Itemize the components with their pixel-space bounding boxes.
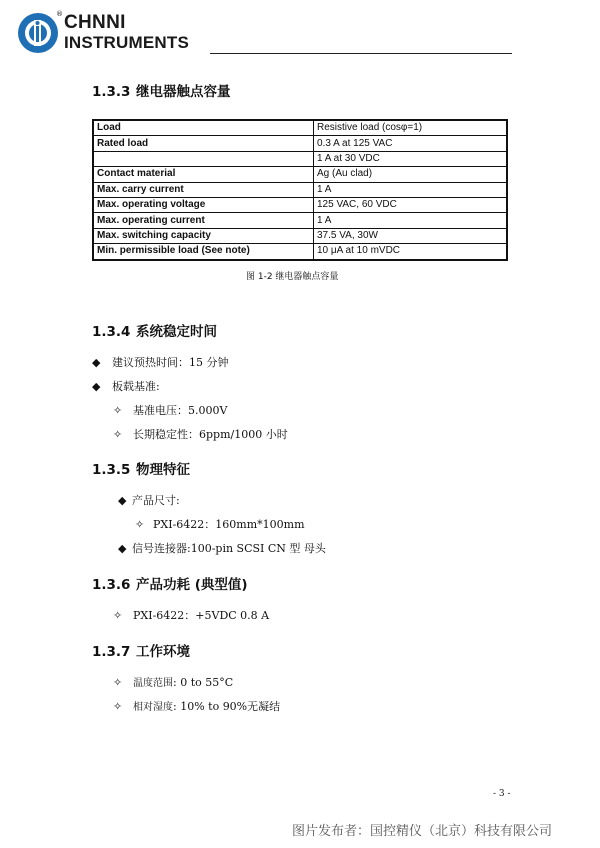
section-number: 1.3.6	[92, 577, 131, 593]
list-item	[113, 698, 280, 714]
section-heading-1-3-5	[92, 458, 190, 478]
table-value: Ag (Au clad)	[314, 167, 508, 182]
list-item	[92, 378, 160, 394]
open-star-bullet-icon: ✧	[135, 518, 145, 531]
table-row	[93, 213, 507, 228]
size-value-text: PXI-6422：160mm*100mm	[153, 518, 305, 531]
table-key: Load	[93, 120, 314, 136]
page-number: - 3 -	[493, 789, 511, 799]
section-heading-1-3-4	[92, 320, 217, 340]
section-heading-1-3-3	[92, 80, 231, 100]
list-item	[118, 492, 180, 508]
table-value: 1 A at 30 VDC	[314, 151, 508, 166]
section-number: 1.3.7	[92, 644, 131, 660]
table-key: Max. operating voltage	[93, 197, 314, 212]
section-heading-1-3-6	[92, 573, 248, 593]
section-number: 1.3.3	[92, 84, 131, 100]
registered-mark: ®	[56, 10, 63, 18]
reference-voltage-text: 基准电压：5.000V	[133, 404, 228, 417]
list-item	[135, 516, 305, 532]
table-row	[93, 182, 507, 197]
temperature-label: 温度范围	[133, 678, 173, 689]
section-title: 系统稳定时间	[136, 324, 217, 340]
table-key: Min. permissible load (See note)	[93, 244, 314, 260]
table-row	[93, 197, 507, 212]
power-text: PXI-6422：+5VDC 0.8 A	[133, 609, 270, 622]
board-reference-text: 板载基准:	[112, 380, 160, 393]
table-row	[93, 167, 507, 182]
diamond-bullet-icon: ◆	[92, 356, 101, 369]
relay-capacity-table	[92, 119, 508, 261]
table-value: 10 μA at 10 mVDC	[314, 244, 508, 260]
diamond-bullet-icon: ◆	[118, 494, 127, 507]
brand-name-line1: CHNNI	[64, 12, 126, 33]
warmup-text: 建议预热时间：15 分钟	[112, 356, 229, 369]
section-heading-1-3-7	[92, 640, 190, 660]
table-value: 0.3 A at 125 VAC	[314, 136, 508, 151]
size-label-text: 产品尺寸:	[132, 494, 180, 507]
open-star-bullet-icon: ✧	[113, 700, 123, 713]
list-item	[113, 674, 233, 689]
diamond-bullet-icon: ◆	[92, 380, 101, 393]
table-row	[93, 228, 507, 243]
table-key	[93, 151, 314, 166]
table-row	[93, 136, 507, 151]
list-item	[118, 540, 326, 556]
table-key: Max. switching capacity	[93, 228, 314, 243]
publisher-watermark: 图片发布者：国控精仪（北京）科技有限公司	[292, 824, 553, 839]
table-value: 125 VAC, 60 VDC	[314, 197, 508, 212]
brand-name-line2: INSTRUMENTS	[64, 33, 189, 52]
list-item	[113, 402, 227, 418]
humidity-value: : 10% to 90%无凝结	[173, 700, 281, 713]
open-star-bullet-icon: ✧	[113, 676, 123, 689]
table-row	[93, 120, 507, 136]
table-value: 1 A	[314, 182, 508, 197]
table-row	[93, 151, 507, 166]
section-number: 1.3.5	[92, 462, 131, 478]
table-value: Resistive load (cosφ=1)	[314, 120, 508, 136]
table-value: 1 A	[314, 213, 508, 228]
diamond-bullet-icon: ◆	[118, 542, 127, 555]
section-title: 产品功耗 (典型值)	[136, 577, 248, 593]
table-key: Max. operating current	[93, 213, 314, 228]
open-star-bullet-icon: ✧	[113, 428, 123, 441]
section-title: 工作环境	[136, 644, 190, 660]
connector-text: 信号连接器:100-pin SCSI CN 型 母头	[132, 542, 326, 555]
open-star-bullet-icon: ✧	[113, 609, 123, 622]
company-logo-icon	[17, 12, 59, 54]
section-title: 继电器触点容量	[136, 84, 231, 100]
table-key: Contact material	[93, 167, 314, 182]
table-row	[93, 244, 507, 260]
table-key: Max. carry current	[93, 182, 314, 197]
table-key: Rated load	[93, 136, 314, 151]
humidity-label: 相对湿度	[133, 702, 173, 713]
header-rule	[210, 53, 512, 54]
temperature-value: : 0 to 55°C	[173, 676, 234, 689]
table-value: 37.5 VA, 30W	[314, 228, 508, 243]
table-caption: 图 1-2 继电器触点容量	[246, 272, 339, 282]
list-item	[113, 426, 288, 442]
open-star-bullet-icon: ✧	[113, 404, 123, 417]
list-item	[92, 354, 229, 370]
list-item	[113, 607, 269, 623]
section-number: 1.3.4	[92, 324, 131, 340]
section-title: 物理特征	[136, 462, 190, 478]
stability-text: 长期稳定性：6ppm/1000 小时	[133, 428, 288, 441]
